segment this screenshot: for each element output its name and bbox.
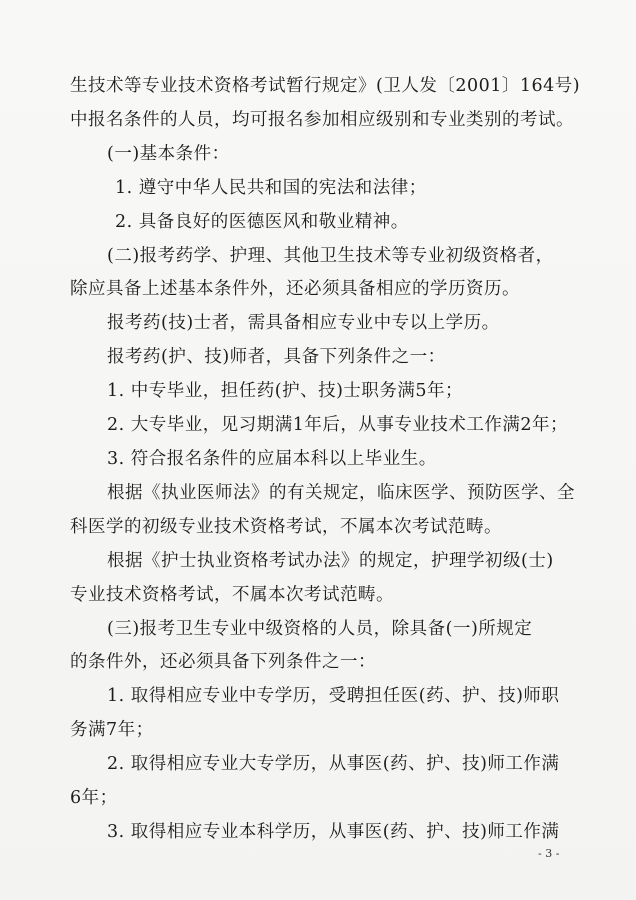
- text-line-11: 2. 大专毕业，见习期满1年后，从事专业技术工作满2年；: [107, 415, 569, 435]
- text-line-20: 务满7年；: [70, 720, 154, 740]
- text-line-13: 根据《执业医师法》的有关规定，临床医学、预防医学、全: [107, 483, 575, 503]
- text-line-19: 1. 取得相应专业中专学历，受聘担任医(药、护、技)师职: [107, 686, 560, 706]
- text-line-17: (三)报考卫生专业中级资格的人员，除具备(一)所规定: [107, 619, 533, 639]
- text-line-3: (一)基本条件：: [107, 144, 230, 164]
- text-line-22: 6年；: [70, 788, 118, 808]
- text-line-8: 报考药(技)士者，需具备相应专业中专以上学历。: [107, 313, 500, 333]
- text-line-18: 的条件外，还必须具备下列条件之一：: [70, 652, 376, 672]
- text-line-6: (二)报考药学、护理、其他卫生技术等专业初级资格者，: [107, 246, 554, 266]
- text-line-4: 1. 遵守中华人民共和国的宪法和法律；: [115, 178, 427, 198]
- text-line-9: 报考药(护、技)师者，具备下列条件之一：: [107, 347, 446, 367]
- text-line-7: 除应具备上述基本条件外，还必须具备相应的学历资历。: [70, 279, 520, 299]
- text-line-12: 3. 符合报名条件的应届本科以上毕业生。: [107, 449, 437, 469]
- text-line-14: 科医学的初级专业技术资格考试，不属本次考试范畴。: [70, 517, 502, 537]
- text-line-23: 3. 取得相应专业本科学历，从事医(药、护、技)师工作满: [107, 822, 560, 842]
- text-line-10: 1. 中专毕业，担任药(护、技)士职务满5年；: [107, 381, 464, 401]
- text-line-16: 专业技术资格考试，不属本次考试范畴。: [70, 585, 394, 605]
- text-line-1: 生技术等专业技术资格考试暂行规定》(卫人发〔2001〕164号): [70, 76, 581, 96]
- text-line-5: 2. 具备良好的医德医风和敬业精神。: [115, 212, 409, 232]
- text-line-21: 2. 取得相应专业大专学历，从事医(药、护、技)师工作满: [107, 754, 560, 774]
- text-line-15: 根据《护士执业资格考试办法》的规定，护理学初级(士): [107, 551, 554, 571]
- text-line-2: 中报名条件的人员，均可报名参加相应级别和专业类别的考试。: [70, 110, 574, 130]
- page-number: - 3 -: [538, 847, 560, 860]
